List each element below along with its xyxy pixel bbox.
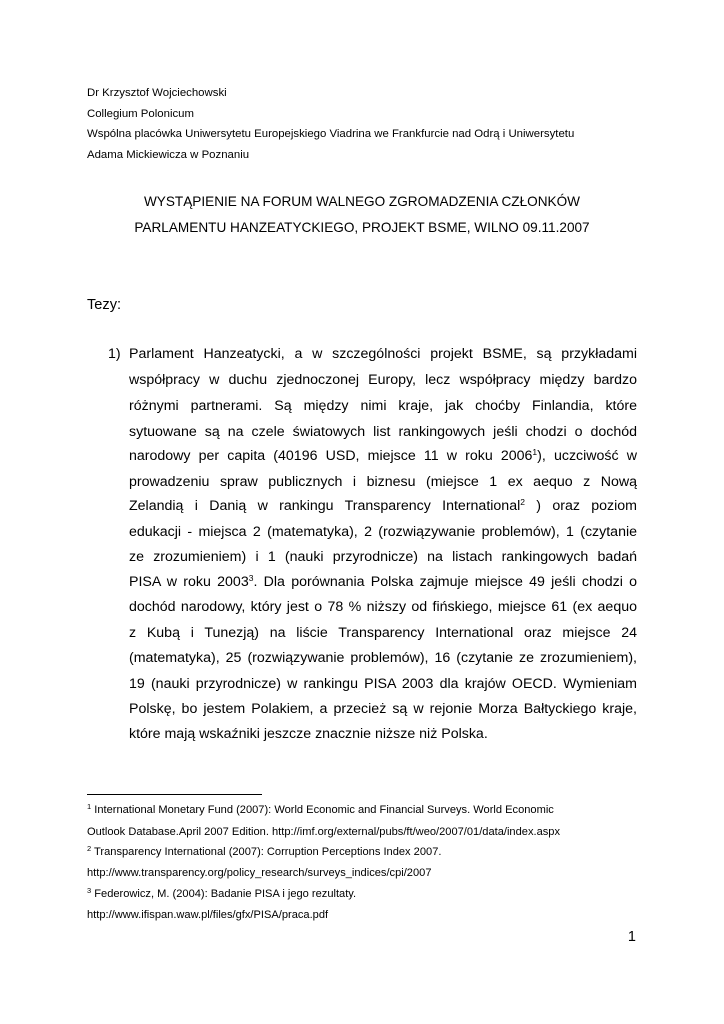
body-line: 19 (nauki przyrodnicze) w rankingu PISA 2003 dla krajów OECD. Wymieniam bbox=[129, 676, 637, 692]
body-line: narodowy per capita (40196 USD, miejsce 11 w roku 2006$^1$), uczciwość w bbox=[129, 447, 637, 464]
body-line: sytuowane są na czele światowych list rankingowych jeśli chodzi o dochód bbox=[129, 424, 637, 440]
body-line: różnymi partnerami. Są między nimi kraje, jak choćby Finlandia, które bbox=[129, 398, 637, 414]
body-line: Polskę, bo jestem Polakiem, a przecież są w rejonie Morza Bałtyckiego kraje, bbox=[129, 701, 637, 717]
author-name: Dr Krzysztof Wojciechowski bbox=[87, 87, 227, 99]
institution-name: Collegium Polonicum bbox=[87, 108, 194, 120]
body-line: PISA w roku 2003$^3$. Dla porównania Polska zajmuje miejsce 49 jeśli chodzi o bbox=[129, 573, 637, 590]
body-line: prowadzeniu spraw publicznych i biznesu (miejsce 1 ex aequo z Nową bbox=[129, 474, 637, 490]
document-title-line-1: WYSTĄPIENIE NA FORUM WALNEGO ZGROMADZENIA CZŁONKÓW bbox=[143, 194, 581, 209]
page-number: 1 bbox=[627, 929, 636, 945]
document-title-line-2: PARLAMENTU HANZEATYCKIEGO, PROJEKT BSME, WILNO 09.11.2007 bbox=[134, 220, 590, 235]
footnote-ref[interactable]: 3 bbox=[248, 573, 254, 583]
body-line: które mają wskaźniki jeszcze znacznie niższe niż Polska. bbox=[129, 726, 488, 742]
footnote-number: 2 bbox=[87, 844, 92, 853]
footnote-ref[interactable]: 2 bbox=[520, 497, 525, 507]
body-line: dochód narodowy, który jest o 78 % niższy od fińskiego, miejsce 61 (ex aequo bbox=[129, 599, 637, 615]
footnote-separator bbox=[87, 794, 262, 795]
body-line: ze zrozumieniem) i 1 (nauki przyrodnicze) na listach rankingowych badań bbox=[129, 549, 637, 565]
body-line: Zelandią i Danią w rankingu Transparency International$^2$ ) oraz poziom bbox=[129, 497, 637, 514]
footnote-1-line-2: Outlook Database.April 2007 Edition. http://imf.org/external/pubs/ft/weo/2007/01/data/index.aspx bbox=[87, 826, 561, 838]
affiliation-line-1: Wspólna placówka Uniwersytetu Europejskiego Viadrina we Frankfurcie nad Odrą i Uniwersytetu bbox=[87, 128, 575, 140]
body-line: (matematyka), 25 (rozwiązywanie problemów), 16 (czytanie ze zrozumieniem), bbox=[129, 650, 637, 666]
body-line: z Kubą i Tunezją) na liście Transparency International oraz miejsce 24 bbox=[129, 625, 637, 641]
section-heading: Tezy: bbox=[87, 297, 122, 313]
body-line: Parlament Hanzeatycki, a w szczególności projekt BSME, są przykładami bbox=[129, 346, 637, 362]
footnote-ref[interactable]: 1 bbox=[532, 447, 538, 457]
footnote-3-line-2: http://www.ifispan.waw.pl/files/gfx/PISA/praca.pdf bbox=[87, 909, 329, 921]
affiliation-line-2: Adama Mickiewicza w Poznaniu bbox=[87, 149, 250, 161]
footnote-number: 3 bbox=[87, 886, 92, 895]
footnote-2-line-2: http://www.transparency.org/policy_research/surveys_indices/cpi/2007 bbox=[87, 867, 432, 879]
footnote-number: 1 bbox=[87, 802, 92, 811]
body-line: edukacji - miejsca 2 (matematyka), 2 (rozwiązywanie problemów), 1 (czytanie bbox=[129, 524, 637, 540]
footnote-3-line-1: $^3$ Federowicz, M. (2004): Badanie PISA i jego rezultaty. bbox=[87, 886, 357, 900]
footnote-2-line-1: $^2$ Transparency International (2007): Corruption Perceptions Index 2007. bbox=[87, 844, 442, 858]
body-line: współpracy w duchu zjednoczonej Europy, lecz współpracy między bardzo bbox=[129, 372, 637, 388]
footnote-1-line-1: $^1$ International Monetary Fund (2007): World Economic and Financial Surveys. World Economic bbox=[87, 802, 554, 816]
list-item-marker: 1) bbox=[108, 346, 121, 362]
